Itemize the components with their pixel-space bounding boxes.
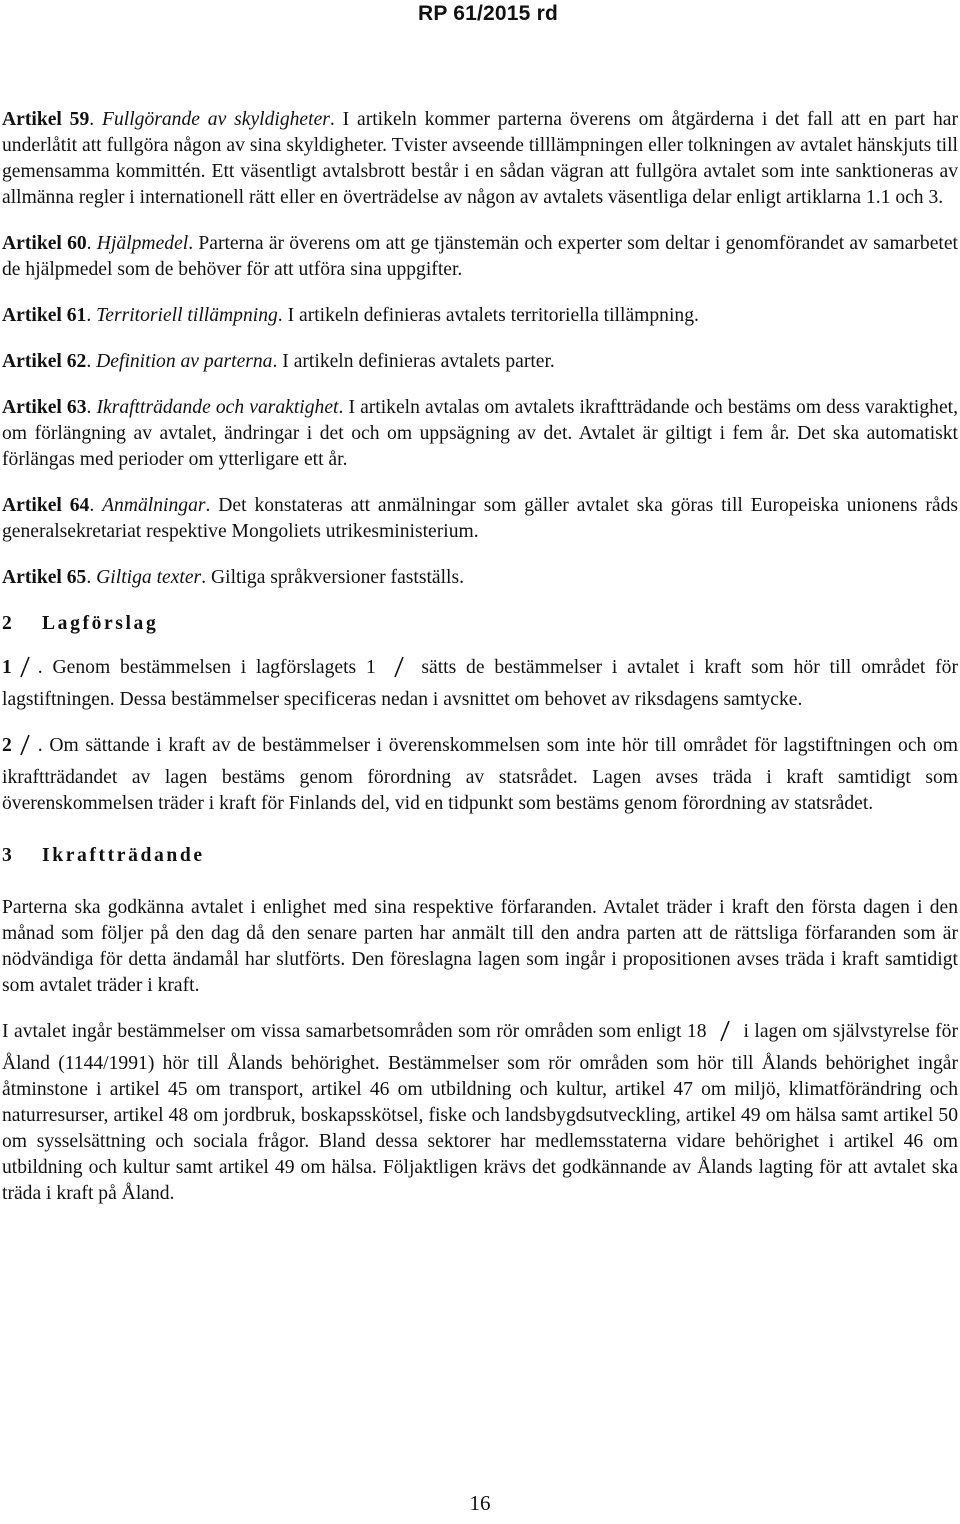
article-title: Fullgörande av skyldigheter [102,109,330,130]
article-title: Territoriell tillämpning [96,305,278,326]
article-label: Artikel 61 [2,305,87,326]
article-65: Artikel 65. Giltiga texter. Giltiga språkversioner fastställs. [2,567,465,588]
paragraph-text: sätts de bestämmelser i avtalet i kraft som hör till området för lagstiftningen. Dessa bestämmelser specificeras nedan i avsnittet om behovet av riksdagens samtycke. [2,657,958,710]
paragraph-text: I avtalet ingår bestämmelser om vissa samarbetsområden som rör områden som enligt 18 [2,1021,707,1042]
article-text: Parterna är överens om att ge tjänstemän och experter som deltar i genomförandet av samarbetet de hjälpmedel som de behöver för att utföra sina uppgifter. [2,233,958,280]
section-number: 2 [2,613,12,634]
article-title: Ikraftträdande och varaktighet [96,397,339,418]
article-text: Det konstateras att anmälningar som gäller avtalet ska göras till Europeiska unionens råds generalsekretariat respektive Mongoliets utrikesministerium. [2,495,958,542]
paragraph-text: i lagen om självstyrelse för Åland (1144/1991) hör till Ålands behörighet. Bestämmelser som rör områden som hör till Ålands behörighet ingår åtminstone i artikel 45 om transport, artikel 46 om utbildning och kultur, artikel 47 om miljö, klimatförändring och naturresurser, artikel 48 om jordbruk, boskapsskötsel, fiske och landsbygdsutveckling, artikel 49 om hälsa samt artikel 50 om sysselsättning och sociala frågor. Bland dessa sektorer har medlemsstaterna vidare behörighet i artikel 46 om utbildning och kultur samt artikel 49 om hälsa. Följaktligen krävs det godkännande av Ålands lagting för att avtalet ska träda i kraft på Åland. [2,1021,958,1204]
section-2-paragraph-1: 1 . Genom bestämmelsen i lagförslagets 1 sätts de bestämmelser i avtalet i kraft som hör till området för lagstiftningen. Dessa bestämmelser specificeras nedan i avsnittet om behovet av riksdagens samtycke. [2,657,958,710]
article-title: Anmälningar [102,495,206,516]
document-header: RP 61/2015 rd [418,2,558,25]
section-sign-icon [718,1019,732,1051]
paragraph-number: 1 [2,657,12,678]
article-text: I artikeln definieras avtalets territoriella tillämpning. [287,305,699,326]
article-label: Artikel 62 [2,351,87,372]
article-title: Giltiga texter [96,567,202,588]
article-62: Artikel 62. Definition av parterna. I artikeln definieras avtalets parter. [2,351,555,372]
document-body [2,107,958,1227]
section-3-heading [2,843,958,869]
article-60: Artikel 60. Hjälpmedel. Parterna är överens om att ge tjänstemän och experter som deltar i genomförandet av samarbetet de hjälpmedel som de behöver för att utföra sina uppgifter. [2,233,958,280]
section-sign-icon [18,733,32,765]
article-text: Giltiga språkversioner fastställs. [210,567,465,588]
section-sign-icon [18,655,32,687]
page-number: 16 [469,1491,491,1515]
article-64: Artikel 64. Anmälningar. Det konstateras att anmälningar som gäller avtalet ska göras till Europeiska unionens råds generalsekretariat respektive Mongoliets utrikesministerium. [2,495,958,542]
article-text: I artikeln avtalas om avtalets ikraftträdande och bestäms om dess varaktighet, om förlängning av avtalet, ändringar i det och om uppsägning av det. Avtalet är giltigt i fem år. Det ska automatiskt förlängas med perioder om ytterligare ett år. [2,397,959,470]
paragraph-text: Om sättande i kraft av de bestämmelser i överenskommelsen som inte hör till området för lagstiftningen och om ikraftträdandet av lagen bestäms genom förordning av statsrådet. Lagen avses träda i kraft samtidigt som överenskommelsen träder i kraft för Finlands del, vid en tidpunkt som bestäms genom förordning av statsrådet. [2,735,958,814]
section-2-paragraph-2: 2 . Om sättande i kraft av de bestämmelser i överenskommelsen som inte hör till området för lagstiftningen och om ikraftträdandet av lagen bestäms genom förordning av statsrådet. Lagen avses träda i kraft samtidigt som överenskommelsen träder i kraft för Finlands del, vid en tidpunkt som bestäms genom förordning av statsrådet. [2,735,958,814]
article-label: Artikel 59 [2,109,90,130]
article-61: Artikel 61. Territoriell tillämpning. I artikeln definieras avtalets territoriella tillämpning. [2,305,699,326]
article-title: Definition av parterna [96,351,273,372]
article-label: Artikel 63 [2,397,87,418]
paragraph-text: Parterna ska godkänna avtalet i enlighet med sina respektive förfaranden. Avtalet träder i kraft den första dagen i den månad som följer på den dag då den senare parten har anmält till den andra parten att de rättsliga förfaranden som är nödvändiga för detta ändamål har slutförts. Den föreslagna lagen som ingår i propositionen avses träda i kraft samtidigt som avtalet träder i kraft. [2,897,958,996]
article-63: Artikel 63. Ikraftträdande och varaktighet. I artikeln avtalas om avtalets ikraftträdande och bestäms om dess varaktighet, om förlängning av avtalet, ändringar i det och om uppsägning av det. Avtalet är giltigt i fem år. Det ska automatiskt förlängas med perioder om ytterligare ett år. [2,397,959,470]
section-number: 3 [2,845,12,866]
section-title: Ikraftträdande [42,845,205,866]
article-title: Hjälpmedel [96,233,189,254]
section-2-heading [2,611,958,637]
article-text: I artikeln definieras avtalets parter. [282,351,555,372]
article-text: I artikeln kommer parterna överens om åtgärderna i det fall att en part har underlåtit att fullgöra någon av sina skyldigheter. Tvister avseende tilllämpningen eller tolkningen av avtalet hänskjuts till gemensamma kommittén. Ett väsentligt avtalsbrott består i en sådan vägran att fullgöra avtalet som inte sanktioneras av allmänna regler i internationell rätt eller en överträdelse av någon av avtalets väsentliga delar enligt artiklarna 1.1 och 3. [2,109,958,208]
paragraph-text: Genom bestämmelsen i lagförslagets 1 [52,657,376,678]
article-label: Artikel 65 [2,567,87,588]
article-59: Artikel 59. Fullgörande av skyldigheter. I artikeln kommer parterna överens om åtgärderna i det fall att en part har underlåtit att fullgöra någon av sina skyldigheter. Tvister avseende tilllämpningen eller tolkningen av avtalet hänskjuts till gemensamma kommittén. Ett väsentligt avtalsbrott består i en sådan vägran att fullgöra avtalet som inte sanktioneras av allmänna regler i internationell rätt eller en överträdelse av någon av avtalets väsentliga delar enligt artiklarna 1.1 och 3. [2,109,958,208]
paragraph-number: 2 [2,735,12,756]
section-sign-icon [392,655,406,687]
section-title: Lagförslag [42,613,159,634]
section-3-paragraph-2 [2,1019,958,1207]
article-label: Artikel 64 [2,495,90,516]
section-3-paragraph-1 [2,895,958,999]
article-label: Artikel 60 [2,233,87,254]
